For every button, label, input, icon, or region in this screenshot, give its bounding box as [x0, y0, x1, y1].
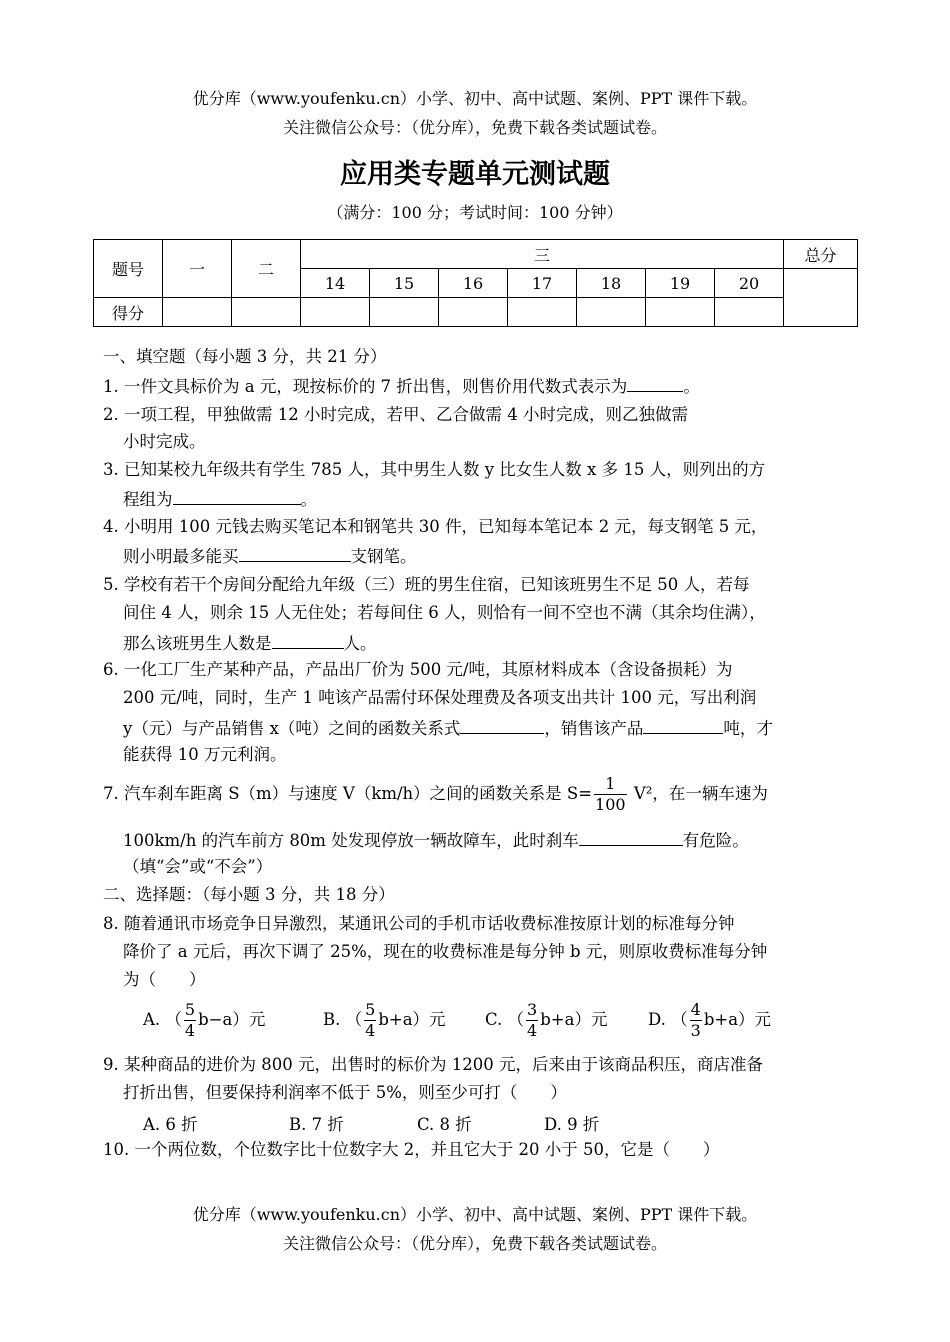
score-table — [93, 239, 858, 327]
answer-blank — [627, 374, 683, 392]
q8-line-1: 8. 随着通讯市场竞争日异激烈，某通讯公司的手机市话收费标准按原计划的标准每分钟 — [103, 914, 735, 933]
q6-line-1: 6. 一化工厂生产某种产品，产品出厂价为 500 元/吨，其原材料成本（含设备损耗）为 — [103, 660, 733, 679]
page-subtitle: （满分：100 分；考试时间：100 分钟） — [327, 203, 623, 222]
q6-line-4: 能获得 10 万元利润。 — [123, 745, 287, 764]
score-subheader: 18 — [577, 269, 646, 298]
q3-line-1: 3. 已知某校九年级共有学生 785 人，其中男生人数 y 比女生人数 x 多 15 人，则列出的方 — [103, 460, 766, 479]
fraction: $\frac{1}{100}$ — [595, 774, 626, 814]
q7-line-3: （填“会”或“不会”） — [123, 857, 273, 876]
score-cell — [163, 298, 232, 327]
q4-line-2: 则小明最多能买 支钢笔。 — [123, 544, 417, 568]
q9-option-c: C. 8 折 — [417, 1115, 472, 1134]
score-header-section-1: 一 — [163, 240, 232, 298]
score-subheader: 14 — [301, 269, 370, 298]
score-cell — [577, 298, 646, 327]
section-2-heading: 二、选择题：（每小题 3 分，共 18 分） — [103, 885, 395, 904]
q8-option-c: C. （ $\frac{3}{4}$ b+a）元 — [485, 1000, 608, 1040]
footer-line-1: 优分库（www.youfenku.cn）小学、初中、高中试题、案例、PPT 课件下载。 — [192, 1205, 758, 1224]
score-subheader: 16 — [439, 269, 508, 298]
section-1-heading: 一、填空题（每小题 3 分，共 21 分） — [103, 347, 387, 366]
page-title: 应用类专题单元测试题 — [340, 159, 610, 190]
answer-blank — [272, 631, 344, 649]
score-cell — [646, 298, 715, 327]
q8-option-a: A. （ $\frac{5}{4}$ b−a）元 — [143, 1000, 266, 1040]
score-cell — [232, 298, 301, 327]
q8-option-b: B. （ $\frac{5}{4}$ b+a）元 — [323, 1000, 446, 1040]
q2-line-1: 2. 一项工程，甲独做需 12 小时完成，若甲、乙合做需 4 小时完成，则乙独做需 — [103, 405, 688, 424]
q9-line-1: 9. 某种商品的进价为 800 元，出售时的标价为 1200 元，后来由于该商品积压，商店准备 — [103, 1055, 763, 1074]
q7-line-1: 7. 汽车刹车距离 S（m）与速度 V（km/h）之间的函数关系是 S= $\frac{1}{100}$ V²，在一辆车速为 — [103, 774, 768, 814]
fraction: $\frac{4}{3}$ — [690, 1000, 701, 1040]
q10-line-1: 10. 一个两位数，个位数字比十位数字大 2，并且它大于 20 小于 50，它是（ ） — [103, 1140, 720, 1159]
score-header-section-3: 三 — [301, 240, 784, 269]
score-row-defen: 得分 — [94, 298, 163, 327]
q9-option-a: A. 6 折 — [143, 1115, 198, 1134]
fraction: $\frac{5}{4}$ — [365, 1000, 376, 1040]
answer-blank — [643, 716, 723, 734]
score-subheader: 17 — [508, 269, 577, 298]
q5-line-1: 5. 学校有若干个房间分配给九年级（三）班的男生住宿，已知该班男生不足 50 人，若每 — [103, 575, 750, 594]
q8-line-3: 为（ ） — [123, 970, 206, 989]
q9-option-b: B. 7 折 — [289, 1115, 344, 1134]
q5-line-2: 间住 4 人，则余 15 人无住处；若每间住 6 人，则恰有一间不空也不满（其余均住满）， — [123, 603, 766, 622]
q6-line-2: 200 元/吨，同时，生产 1 吨该产品需付环保处理费及各项支出共计 100 元，写出利润 — [123, 688, 757, 707]
q4-line-1: 4. 小明用 100 元钱去购买笔记本和钢笔共 30 件，已知每本笔记本 2 元，每支钢笔 5 元， — [103, 517, 768, 536]
q9-line-2: 打折出售，但要保持利润率不低于 5%，则至少可打（ ） — [123, 1083, 567, 1102]
answer-blank — [239, 544, 351, 562]
q3-line-2: 程组为 。 — [123, 487, 317, 511]
q1-line: 1. 一件文具标价为 a 元，现按标价的 7 折出售，则售价用代数式表示为 。 — [103, 374, 700, 398]
score-subheader: 15 — [370, 269, 439, 298]
score-cell — [439, 298, 508, 327]
header-line-2: 关注微信公众号：（优分库），免费下载各类试题试卷。 — [282, 118, 667, 137]
q8-line-2: 降价了 a 元后，再次下调了 25%，现在的收费标准是每分钟 b 元，则原收费标准每分钟 — [123, 942, 768, 961]
score-subheader: 20 — [715, 269, 784, 298]
answer-blank — [173, 487, 301, 505]
fraction: $\frac{5}{4}$ — [184, 1000, 196, 1040]
q9-option-d: D. 9 折 — [544, 1115, 600, 1134]
score-total-cell — [784, 269, 858, 327]
q8-option-d: D. （ $\frac{4}{3}$ b+a）元 — [648, 1000, 772, 1040]
header-line-1: 优分库（www.youfenku.cn）小学、初中、高中试题、案例、PPT 课件下载。 — [192, 89, 758, 108]
score-header-section-2: 二 — [232, 240, 301, 298]
q5-line-3: 那么该班男生人数是 人。 — [123, 631, 377, 655]
score-cell — [370, 298, 439, 327]
score-cell — [715, 298, 784, 327]
answer-blank — [579, 828, 683, 846]
score-subheader: 19 — [646, 269, 715, 298]
footer-line-2: 关注微信公众号：（优分库），免费下载各类试题试卷。 — [282, 1234, 667, 1253]
score-cell — [301, 298, 370, 327]
q6-line-3: y（元）与产品销售 x（吨）之间的函数关系式 ，销售该产品 吨，才 — [123, 716, 773, 740]
fraction: $\frac{3}{4}$ — [527, 1000, 538, 1040]
q7-line-2: 100km/h 的汽车前方 80m 处发现停放一辆故障车，此时刹车 有危险。 — [123, 828, 749, 852]
q2-line-2: 小时完成。 — [123, 432, 206, 451]
score-header-tihao: 题号 — [94, 240, 163, 298]
score-cell — [508, 298, 577, 327]
answer-blank — [460, 716, 544, 734]
score-header-total: 总分 — [784, 240, 858, 269]
